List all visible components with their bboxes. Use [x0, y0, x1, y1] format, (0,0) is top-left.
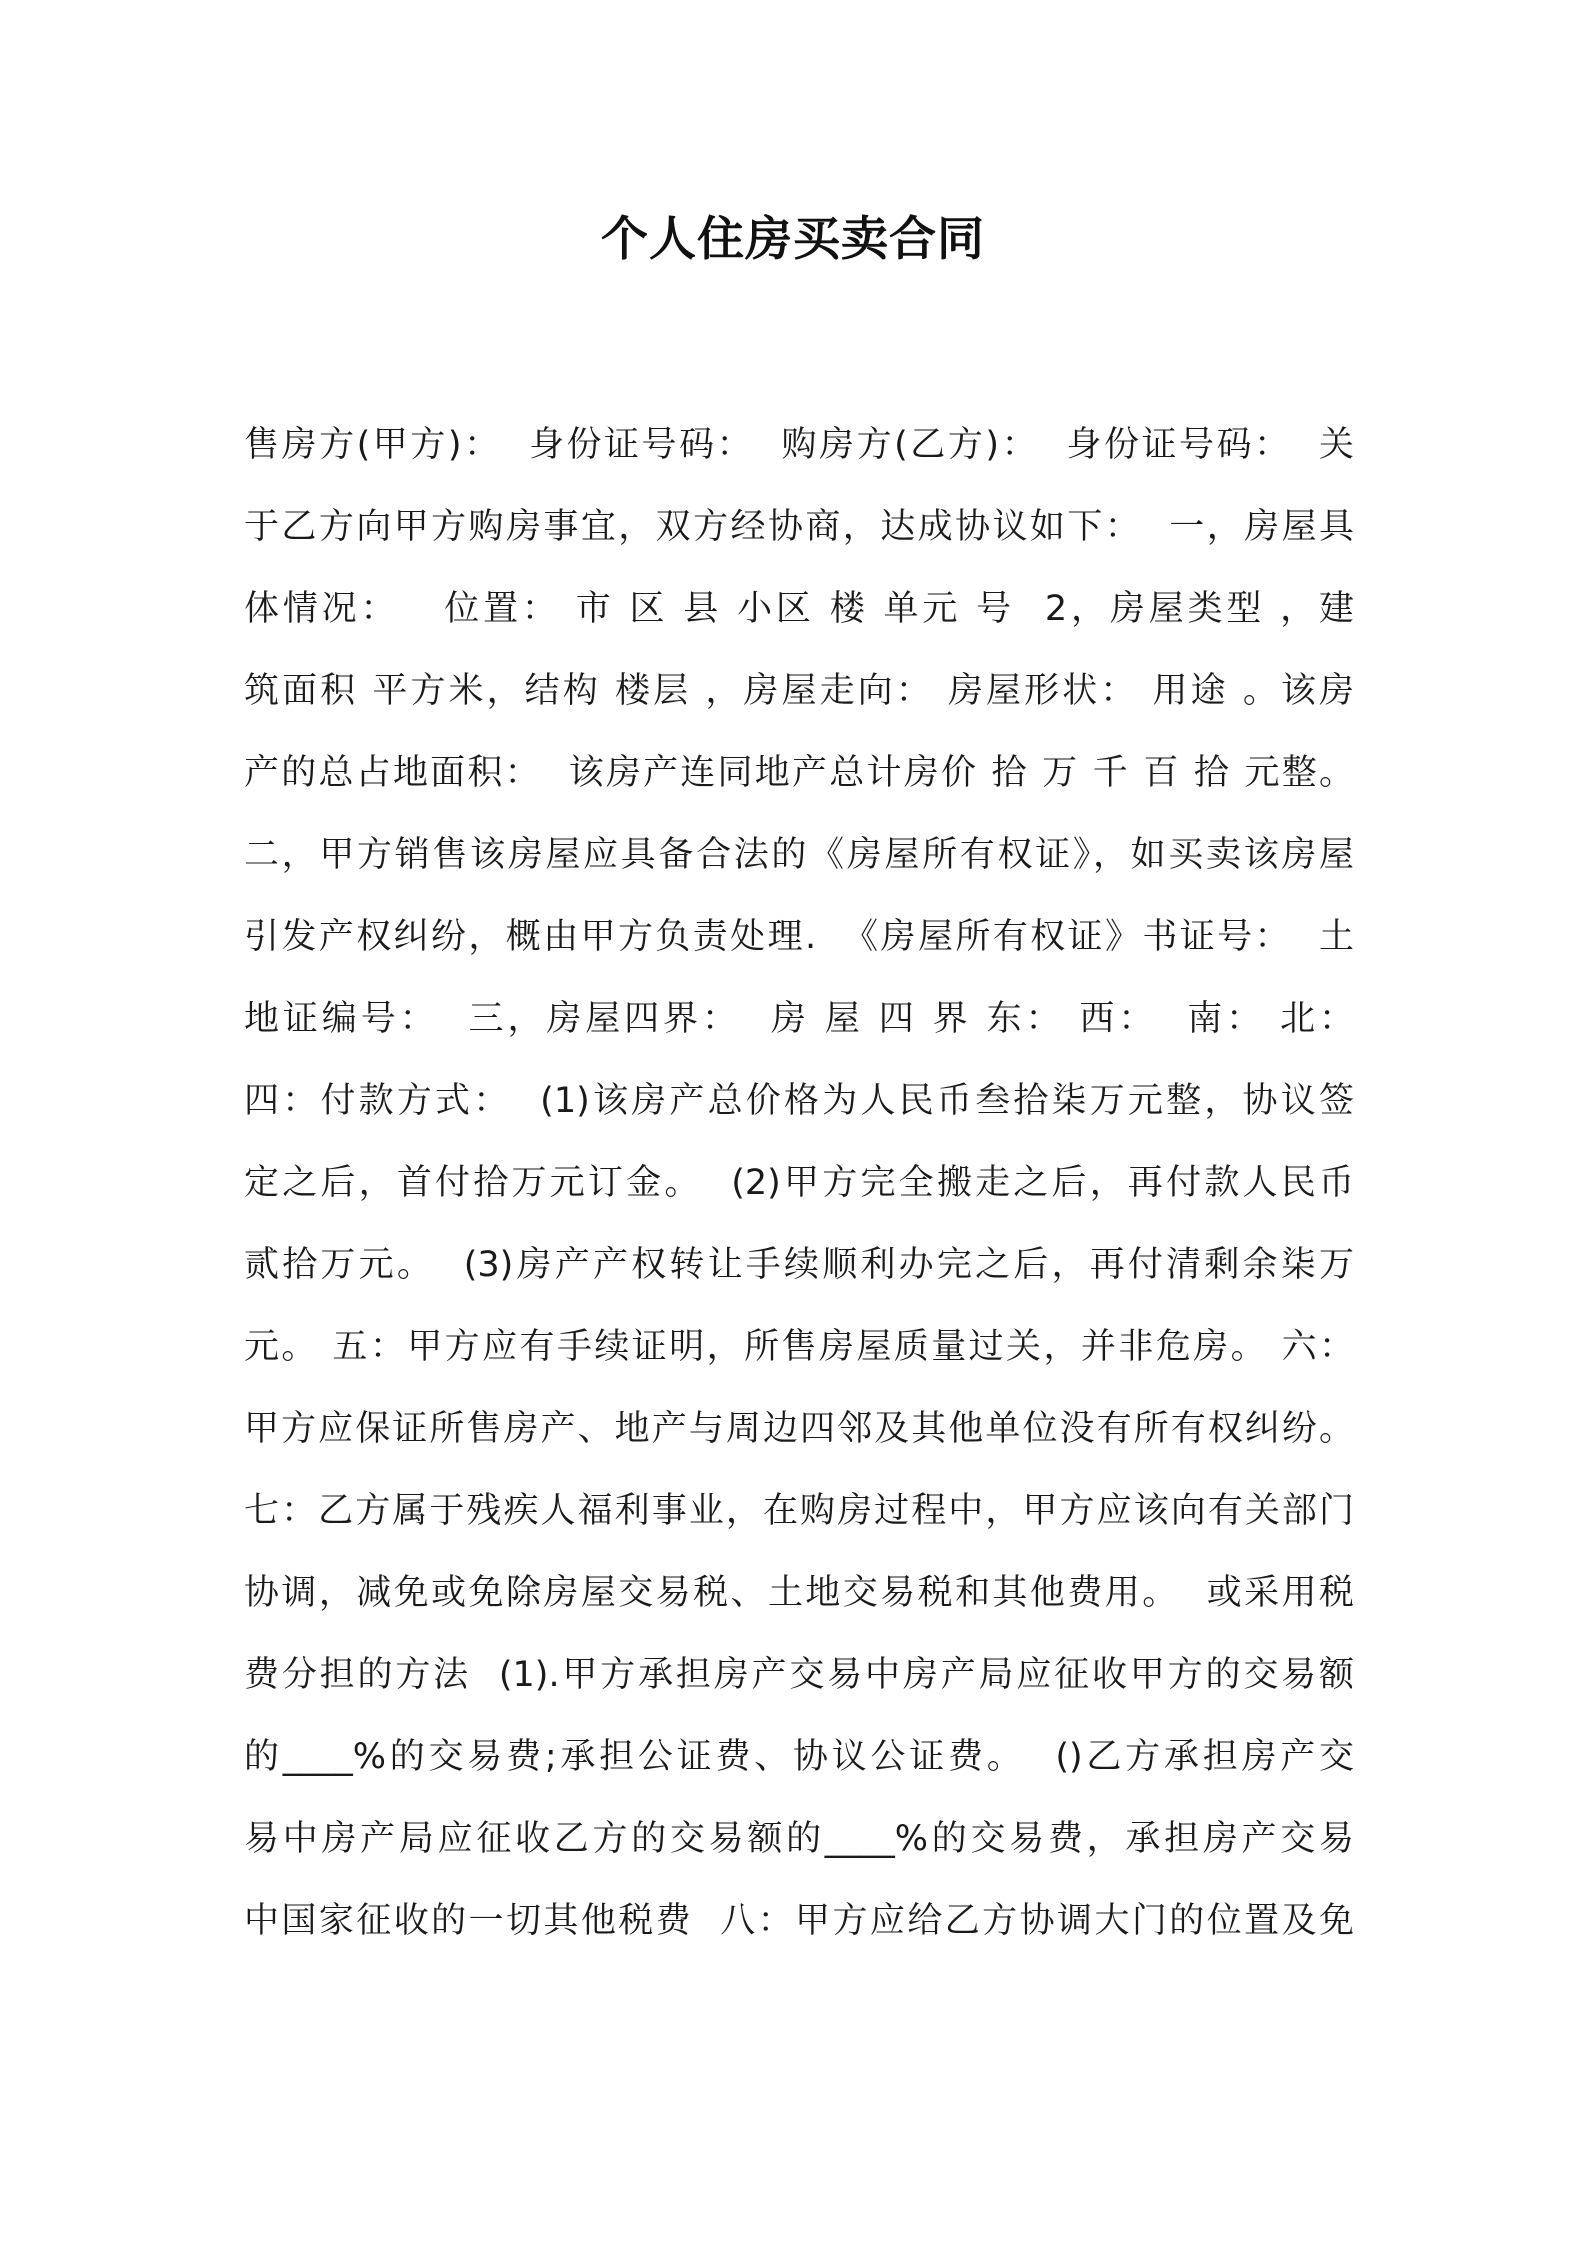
body-line-7: 引发产权纠纷，概由甲方负责处理. 《房屋所有权证》书证号： 土	[244, 917, 1354, 957]
body-line-12: 元。 五：甲方应有手续证明，所售房屋质量过关，并非危房。 六：	[244, 1327, 1354, 1367]
body-line-11: 贰拾万元。 (3)房产产权转让手续顺利办完之后，再付清剩余柒万	[244, 1245, 1354, 1285]
body-line-14: 七：乙方属于残疾人福利事业，在购房过程中，甲方应该向有关部门	[244, 1491, 1354, 1531]
body-line-19: 中国家征收的一切其他税费 八：甲方应给乙方协调大门的位置及免	[244, 1901, 1354, 1941]
body-line-10: 定之后，首付拾万元订金。 (2)甲方完全搬走之后，再付款人民币	[244, 1163, 1354, 1203]
body-line-16: 费分担的方法 (1).甲方承担房产交易中房产局应征收甲方的交易额	[244, 1655, 1354, 1695]
document-body	[244, 404, 1354, 1962]
body-line-13: 甲方应保证所售房产、地产与周边四邻及其他单位没有所有权纠纷。	[244, 1409, 1354, 1449]
body-line-9: 四：付款方式： (1)该房产总价格为人民币叁拾柒万元整，协议签	[244, 1081, 1354, 1121]
body-line-4: 筑面积 平方米，结构 楼层 ，房屋走向： 房屋形状： 用途 。该房	[244, 671, 1354, 711]
body-line-6: 二，甲方销售该房屋应具备合法的《房屋所有权证》，如买卖该房屋	[244, 835, 1354, 875]
body-line-18: 易中房产局应征收乙方的交易额的____%的交易费，承担房产交易	[244, 1819, 1354, 1859]
document-title: 个人住房买卖合同	[601, 212, 985, 267]
body-line-3: 体情况： 位置： 市 区 县 小区 楼 单元 号 2，房屋类型 ，建	[244, 589, 1354, 629]
body-line-17: 的____%的交易费;承担公证费、协议公证费。 ()乙方承担房产交	[244, 1737, 1354, 1777]
body-line-2: 于乙方向甲方购房事宜，双方经协商，达成协议如下： 一，房屋具	[244, 507, 1354, 547]
body-line-1: 售房方(甲方)： 身份证号码： 购房方(乙方)： 身份证号码： 关	[244, 425, 1354, 465]
body-line-15: 协调，减免或免除房屋交易税、土地交易税和其他费用。 或采用税	[244, 1573, 1354, 1613]
body-line-5: 产的总占地面积： 该房产连同地产总计房价 拾 万 千 百 拾 元整。	[244, 753, 1354, 793]
body-line-8: 地证编号： 三，房屋四界： 房 屋 四 界 东： 西： 南： 北：	[244, 999, 1354, 1039]
